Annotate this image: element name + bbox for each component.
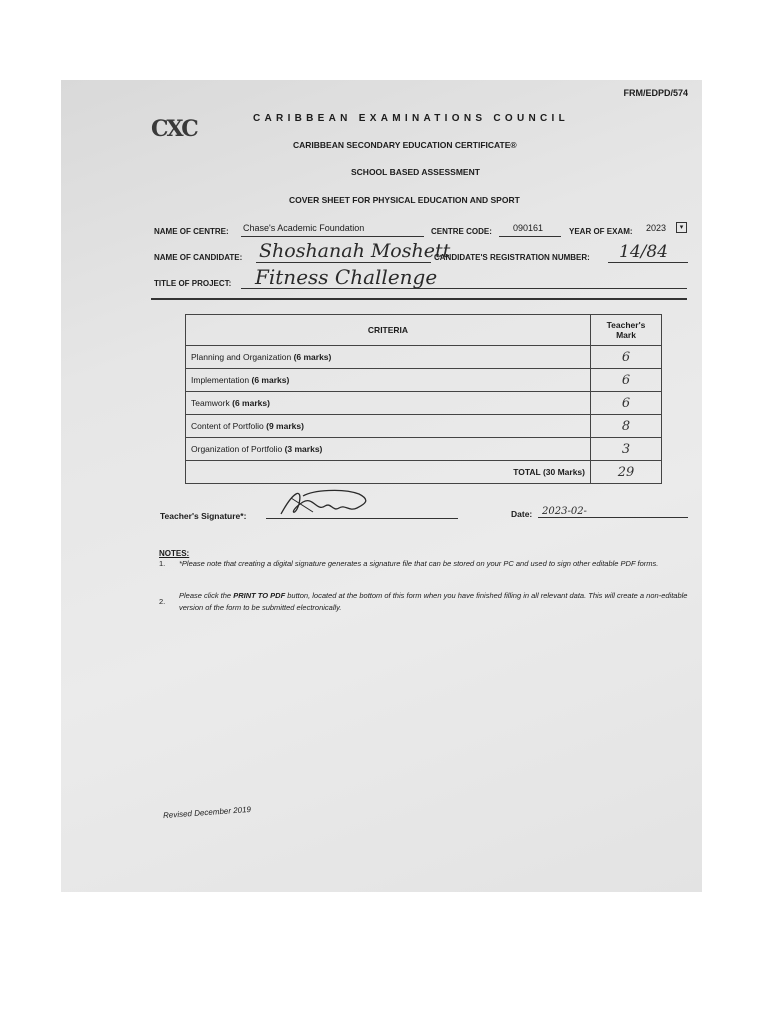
notes-heading: NOTES:: [159, 549, 190, 558]
centre-code-label: CENTRE CODE:: [431, 227, 492, 236]
note-2-emphasis: PRINT TO PDF: [233, 591, 286, 600]
mark-cell[interactable]: 6: [591, 346, 662, 369]
total-row: [186, 461, 662, 484]
section-divider: [151, 298, 687, 300]
table-row: [186, 369, 662, 392]
centre-code-field[interactable]: 090161: [513, 223, 544, 233]
criteria-max: (6 marks): [232, 398, 270, 408]
note-2: [179, 590, 689, 614]
criteria-name: Teamwork: [191, 398, 230, 408]
signature-label: Teacher's Signature*:: [160, 511, 247, 521]
criteria-name: Planning and Organization: [191, 352, 292, 362]
note-number: 1.: [159, 559, 166, 568]
year-label: YEAR OF EXAM:: [569, 227, 633, 236]
note-2-text-a: Please click the: [179, 591, 234, 600]
criteria-name: Content of Portfolio: [191, 421, 264, 431]
table-row: [186, 346, 662, 369]
mark-cell[interactable]: 6: [591, 392, 662, 415]
cxc-logo: CXC: [151, 116, 197, 142]
criteria-name: Implementation: [191, 375, 250, 385]
form-code: FRM/EDPD/574: [623, 88, 688, 98]
criteria-max: (6 marks): [293, 352, 332, 362]
council-title: CARIBBEAN EXAMINATIONS COUNCIL: [253, 113, 570, 124]
candidate-field[interactable]: Shoshanah Moshett: [259, 240, 451, 262]
table-header-row: [186, 315, 662, 346]
date-label: Date:: [511, 509, 533, 519]
table-row: [186, 415, 662, 438]
note-1: *Please note that creating a digital signature generates a signature file that can be stored on your PC and used to sign other editable PDF forms.: [179, 559, 659, 568]
candidate-label: NAME OF CANDIDATE:: [154, 253, 243, 262]
assessment-title: SCHOOL BASED ASSESSMENT: [351, 167, 480, 177]
note-2-text-b: button, located at the bottom of this form when you have finished filling in all relevant data. This will create a non-editable version of the form to be submitted electronically.: [179, 591, 688, 612]
table-row: [186, 438, 662, 461]
criteria-name: Organization of Portfolio: [191, 444, 283, 454]
centre-field[interactable]: Chase's Academic Foundation: [243, 223, 365, 233]
mark-header: Teacher's Mark: [591, 315, 662, 346]
criteria-max: (9 marks): [266, 421, 304, 431]
marks-table: [185, 314, 662, 484]
cover-sheet-title: COVER SHEET FOR PHYSICAL EDUCATION AND SPORT: [289, 195, 520, 205]
criteria-header: CRITERIA: [186, 315, 591, 346]
table-row: [186, 392, 662, 415]
mark-cell[interactable]: 3: [591, 438, 662, 461]
registration-field[interactable]: 14/84: [619, 242, 668, 262]
revision-note: Revised December 2019: [162, 804, 252, 821]
mark-cell[interactable]: 8: [591, 415, 662, 438]
certificate-title: CARIBBEAN SECONDARY EDUCATION CERTIFICATE®: [293, 140, 517, 150]
total-mark-cell[interactable]: 29: [591, 461, 662, 484]
handwritten-signature[interactable]: [273, 482, 373, 524]
scanned-form: [61, 80, 702, 892]
date-field[interactable]: 2023-02-: [542, 506, 587, 517]
year-select[interactable]: 2023: [646, 223, 667, 233]
chevron-down-icon[interactable]: ▾: [676, 222, 687, 233]
criteria-max: (3 marks): [284, 444, 323, 454]
centre-label: NAME OF CENTRE:: [154, 227, 229, 236]
total-label: TOTAL (30 Marks): [186, 461, 591, 484]
project-label: TITLE OF PROJECT:: [154, 279, 232, 288]
project-field[interactable]: Fitness Challenge: [255, 265, 438, 289]
note-number: 2.: [159, 597, 166, 606]
mark-cell[interactable]: 6: [591, 369, 662, 392]
criteria-max: (6 marks): [251, 375, 290, 385]
registration-label: CANDIDATE'S REGISTRATION NUMBER:: [434, 253, 590, 262]
